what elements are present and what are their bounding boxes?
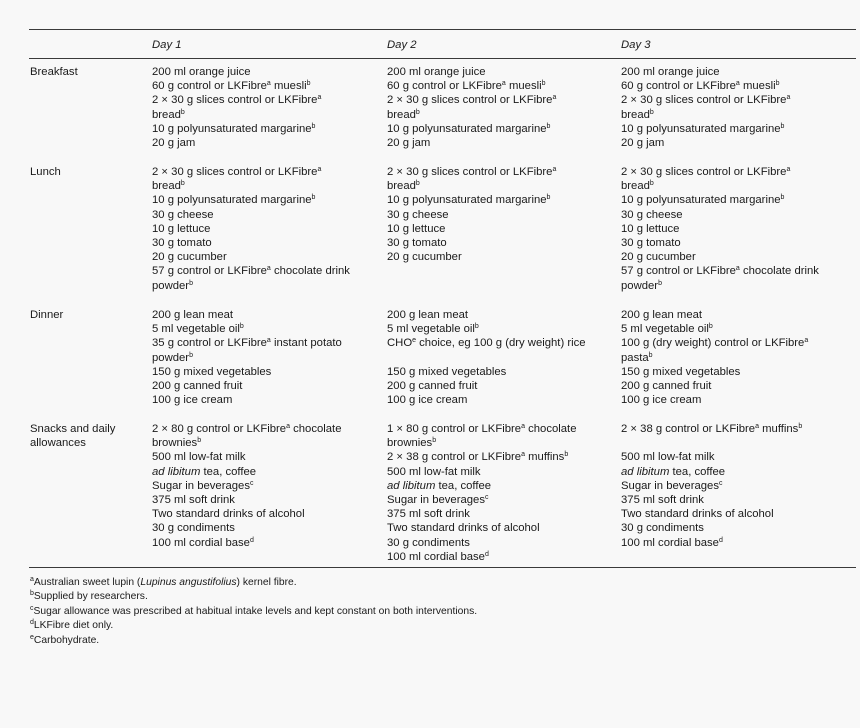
- meal-item: 5 ml vegetable oil$^b$: [621, 323, 713, 336]
- footnotes: [30, 576, 477, 648]
- meal-item: powder$^b$: [152, 351, 193, 364]
- meal-item: ad libitum tea, coffee: [387, 479, 492, 492]
- meal-item: CHO$^e$ choice, eg 100 g (dry weight) rice: [387, 337, 586, 350]
- footnote-d: $^d$LKFibre diet only.: [30, 619, 114, 632]
- meal-item: Two standard drinks of alcohol: [152, 508, 305, 521]
- meal-item: 30 g tomato: [621, 236, 681, 249]
- meal-item: 2 × 38 g control or LKFibre$^a$ muffins$^b$: [387, 451, 569, 464]
- footnote-c: $^c$Sugar allowance was prescribed at habitual intake levels and kept constant on both interventions.: [30, 604, 478, 617]
- meal-item: [387, 351, 586, 365]
- row-label-snacks: Snacks and daily allowances: [30, 423, 116, 450]
- meal-item: bread$^b$: [621, 108, 654, 121]
- meal-item: 30 g cheese: [152, 208, 214, 221]
- meal-item: 100 g ice cream: [152, 394, 233, 407]
- meal-item: 200 g lean meat: [152, 309, 234, 321]
- meal-item: 2 × 30 g slices control or LKFibre$^a$: [152, 166, 322, 178]
- meal-item: 200 g lean meat: [621, 309, 703, 321]
- meal-item: 30 g condiments: [621, 522, 704, 535]
- meal-item: 10 g lettuce: [621, 222, 680, 235]
- meal-item: 2 × 30 g slices control or LKFibre$^a$: [387, 166, 557, 178]
- cell-lunch-day-2: [387, 165, 556, 264]
- meal-item: 30 g condiments: [152, 522, 235, 535]
- table-top-rule: [29, 29, 856, 30]
- meal-item: 2 × 80 g control or LKFibre$^a$ chocolate: [152, 423, 342, 435]
- meal-item: 150 g mixed vegetables: [621, 365, 741, 378]
- cell-lunch-day-3: [621, 165, 819, 293]
- cell-snacks-day-3: [621, 422, 802, 550]
- cell-breakfast-day-1: [152, 65, 321, 150]
- row-label-dinner: Dinner: [30, 309, 64, 321]
- meal-item: 20 g jam: [387, 136, 431, 149]
- meal-item: 57 g control or LKFibre$^a$ chocolate drink: [621, 265, 819, 278]
- meal-item: 375 ml soft drink: [621, 493, 704, 506]
- meal-item: 500 ml low-fat milk: [387, 465, 481, 478]
- meal-item: powder$^b$: [152, 279, 193, 292]
- meal-item: 2 × 30 g slices control or LKFibre$^a$: [152, 94, 322, 107]
- row-label-breakfast: Breakfast: [30, 66, 78, 78]
- meal-item: 20 g cucumber: [387, 251, 462, 264]
- meal-item: 60 g control or LKFibre$^a$ muesli$^b$: [621, 80, 780, 93]
- meal-item: ad libitum tea, coffee: [152, 465, 257, 478]
- meal-item: pasta$^b$: [621, 351, 653, 364]
- meal-item: Sugar in beverages$^c$: [152, 479, 254, 492]
- meal-item: 1 × 80 g control or LKFibre$^a$ chocolate: [387, 423, 577, 435]
- meal-item: 2 × 30 g slices control or LKFibre$^a$: [621, 166, 791, 178]
- meal-item: 200 g canned fruit: [387, 379, 478, 392]
- footnote-b: $^b$Supplied by researchers.: [30, 590, 148, 603]
- meal-item: 200 ml orange juice: [621, 66, 720, 78]
- meal-item: 60 g control or LKFibre$^a$ muesli$^b$: [152, 80, 311, 93]
- table-header-rule: [29, 58, 856, 59]
- meal-item: 100 g (dry weight) control or LKFibre$^a$: [621, 337, 809, 350]
- meal-item: 35 g control or LKFibre$^a$ instant potato: [152, 337, 342, 350]
- meal-item: 375 ml soft drink: [152, 493, 235, 506]
- meal-item: 10 g polyunsaturated margarine$^b$: [152, 194, 316, 207]
- meal-item: 60 g control or LKFibre$^a$ muesli$^b$: [387, 80, 546, 93]
- meal-item: 500 ml low-fat milk: [621, 451, 715, 464]
- meal-item: 57 g control or LKFibre$^a$ chocolate drink: [152, 265, 350, 278]
- meal-item: bread$^b$: [152, 108, 185, 121]
- header-day-1: Day 1: [152, 39, 182, 51]
- cell-snacks-day-1: [152, 422, 341, 550]
- meal-item: brownies$^b$: [387, 437, 437, 450]
- meal-item: 30 g cheese: [387, 208, 449, 221]
- meal-item: 100 ml cordial base$^d$: [387, 550, 489, 563]
- meal-item: 200 ml orange juice: [387, 66, 486, 78]
- meal-item: 30 g tomato: [387, 236, 447, 249]
- meal-item: bread$^b$: [152, 180, 185, 193]
- meal-item: 2 × 38 g control or LKFibre$^a$ muffins$^b$: [621, 423, 803, 435]
- meal-item: 20 g cucumber: [152, 251, 227, 264]
- meal-item: 10 g polyunsaturated margarine$^b$: [621, 122, 785, 135]
- meal-item: 150 g mixed vegetables: [152, 365, 272, 378]
- meal-item: powder$^b$: [621, 279, 662, 292]
- meal-item: 100 ml cordial base$^d$: [152, 536, 254, 549]
- meal-item: bread$^b$: [621, 180, 654, 193]
- meal-item: 200 ml orange juice: [152, 66, 251, 78]
- cell-breakfast-day-2: [387, 65, 556, 150]
- meal-item: 100 g ice cream: [621, 394, 702, 407]
- meal-item: Two standard drinks of alcohol: [387, 522, 540, 535]
- meal-item: 10 g lettuce: [387, 222, 446, 235]
- meal-item: 200 g canned fruit: [152, 379, 243, 392]
- meal-item: bread$^b$: [387, 180, 420, 193]
- meal-item: 500 ml low-fat milk: [152, 451, 246, 464]
- meal-item: 100 g ice cream: [387, 394, 468, 407]
- meal-item: 10 g polyunsaturated margarine$^b$: [152, 122, 316, 135]
- meal-item: 20 g jam: [152, 136, 196, 149]
- meal-item: 200 g lean meat: [387, 309, 469, 321]
- cell-lunch-day-1: [152, 165, 350, 293]
- meal-item: ad libitum tea, coffee: [621, 465, 726, 478]
- meal-item: 10 g polyunsaturated margarine$^b$: [621, 194, 785, 207]
- meal-item: brownies$^b$: [152, 437, 202, 450]
- meal-item: 10 g polyunsaturated margarine$^b$: [387, 122, 551, 135]
- cell-dinner-day-1: [152, 308, 342, 407]
- cell-dinner-day-3: [621, 308, 808, 407]
- header-day-2: Day 2: [387, 39, 417, 51]
- meal-item: 30 g cheese: [621, 208, 683, 221]
- meal-item: 20 g cucumber: [621, 251, 696, 264]
- row-label-lunch: Lunch: [30, 166, 61, 178]
- header-day-3: Day 3: [621, 39, 651, 51]
- cell-breakfast-day-3: [621, 65, 790, 150]
- meal-item: 200 g canned fruit: [621, 379, 712, 392]
- meal-item: 30 g tomato: [152, 236, 212, 249]
- cell-dinner-day-2: [387, 308, 586, 407]
- meal-item: 20 g jam: [621, 136, 665, 149]
- meal-item: 5 ml vegetable oil$^b$: [387, 323, 479, 336]
- meal-item: 2 × 30 g slices control or LKFibre$^a$: [387, 94, 557, 107]
- meal-item: 10 g polyunsaturated margarine$^b$: [387, 194, 551, 207]
- meal-item: bread$^b$: [387, 108, 420, 121]
- meal-item: 375 ml soft drink: [387, 508, 470, 521]
- footnote-e: $^e$Carbohydrate.: [30, 633, 100, 646]
- meal-item: 100 ml cordial base$^d$: [621, 536, 723, 549]
- table-bottom-rule: [29, 567, 856, 568]
- meal-item: 2 × 30 g slices control or LKFibre$^a$: [621, 94, 791, 107]
- meal-item: 30 g condiments: [387, 536, 470, 549]
- footnote-a: $^a$Australian sweet lupin (Lupinus angustifolius) kernel fibre.: [30, 576, 297, 588]
- meal-item: 5 ml vegetable oil$^b$: [152, 323, 244, 336]
- meal-item: Sugar in beverages$^c$: [621, 479, 723, 492]
- meal-item: Sugar in beverages$^c$: [387, 493, 489, 506]
- meal-item: [621, 436, 802, 450]
- meal-item: 10 g lettuce: [152, 222, 211, 235]
- cell-snacks-day-2: [387, 422, 576, 564]
- meal-item: Two standard drinks of alcohol: [621, 508, 774, 521]
- meal-item: 150 g mixed vegetables: [387, 365, 507, 378]
